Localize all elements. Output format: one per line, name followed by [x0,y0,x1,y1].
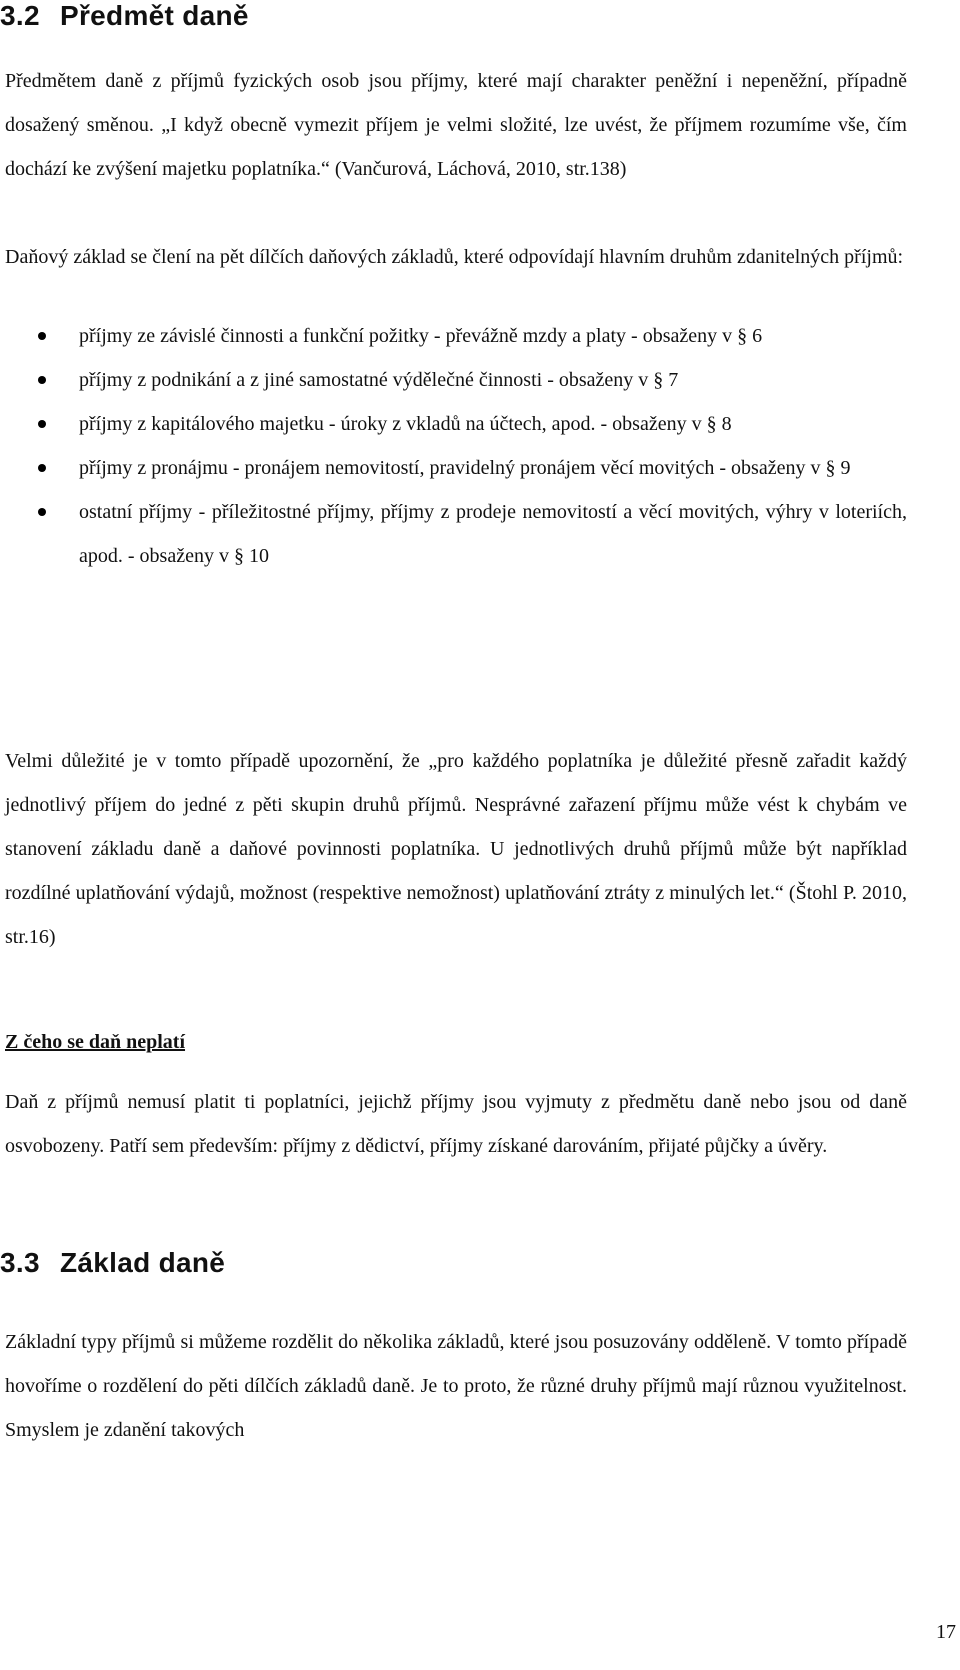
paragraph-upozorneni: Velmi důležité je v tomto případě upozornění, že „pro každého poplatníka je důležité přesně zařadit každý jednotlivý příjem do jedné z pěti skupin druhů příjmů. Nesprávné zařazení příjmu může vést k chybám ve stanovení základu daně a daňové povinnosti poplatníka. U jednotlivých druhů příjmů může být například rozdílné uplatňování výdajů, možnost (respektive nemožnost) uplatňování ztráty z minulých let.“ (Štohl P. 2010, str.16) [5,750,907,948]
section-heading-3-2 [0,0,249,32]
paragraph-zaklad-dane: Základní typy příjmů si můžeme rozdělit do několika základů, které jsou posuzovány odděleně. V tomto případě hovoříme o rozdělení do pěti dílčích základů daně. Je to proto, že různé druhy příjmů mají různou využitelnost. Smyslem je zdanění takových [5,1331,907,1441]
paragraph-dilci-zaklady: Daňový základ se člení na pět dílčích daňových základů, které odpovídají hlavním druhům zdanitelných příjmů: [5,246,904,268]
section-title: Předmět daně [60,0,249,31]
list-item: příjmy z kapitálového majetku - úroky z vkladů na účtech, apod. - obsaženy v § 8 [0,402,907,446]
section-number: 3.3 [0,1247,40,1278]
list-item: příjmy z pronájmu - pronájem nemovitostí, pravidelný pronájem věcí movitých - obsaženy v § 9 [0,446,907,490]
section-title: Základ daně [60,1247,226,1278]
income-types-list [0,314,907,578]
list-item: ostatní příjmy - příležitostné příjmy, příjmy z prodeje nemovitostí a věcí movitých, výhry v loteriích, apod. - obsaženy v § 10 [0,490,907,578]
paragraph-predmet-dane: Předmětem daně z příjmů fyzických osob jsou příjmy, které mají charakter peněžní i nepeněžní, případně dosažený směnou. „I když obecně vymezit příjem je velmi složité, lze uvést, že příjmem rozumíme vše, čím dochází ke zvýšení majetku poplatníka.“ (Vančurová, Láchová, 2010, str.138) [5,70,907,180]
subheading: Z čeho se daň neplatí [5,1031,186,1053]
paragraph-osvobozeni: Daň z příjmů nemusí platit ti poplatníci, jejichž příjmy jsou vyjmuty z předmětu daně nebo jsou od daně osvobozeny. Patří sem především: příjmy z dědictví, příjmy získané darováním, přijaté půjčky a úvěry. [5,1091,907,1157]
list-item: příjmy z podnikání a z jiné samostatné výdělečné činnosti - obsaženy v § 7 [0,358,907,402]
section-heading-3-3 [0,1247,225,1279]
page-number: 17 [936,1621,956,1643]
section-number: 3.2 [0,0,40,31]
list-item: příjmy ze závislé činnosti a funkční požitky - převážně mzdy a platy - obsaženy v § 6 [0,314,907,358]
